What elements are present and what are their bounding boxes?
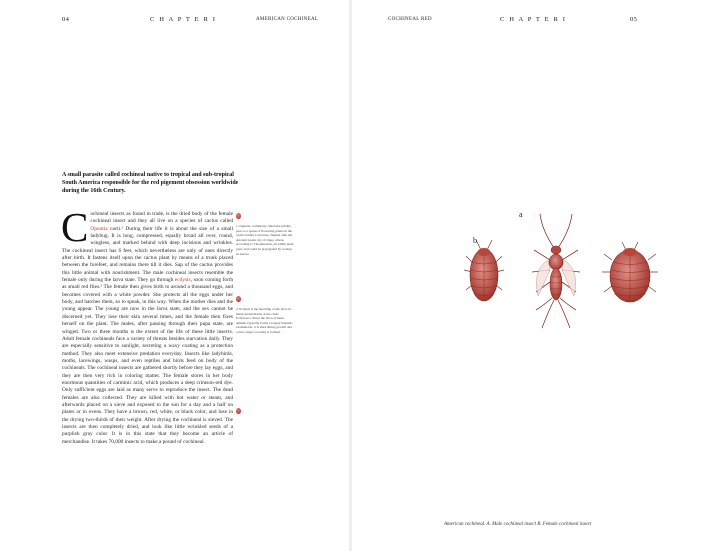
body-part-1: ochineal insects as found in trade, is the dried body of the female cochineal insect and they all live on a species of cactus called bbox=[90, 211, 233, 225]
female-insect-right bbox=[602, 242, 658, 302]
male-insect-center bbox=[532, 214, 580, 328]
insects-drawing bbox=[462, 200, 692, 330]
sidenote-marker-3 bbox=[236, 408, 241, 414]
left-folio: 04 bbox=[62, 16, 70, 23]
left-running-title: AMERICAN COCHINEAL bbox=[256, 17, 319, 22]
figure-caption: American cochineal. A. Male cochineal insect B. Female cochineal insect bbox=[444, 522, 592, 527]
lead-paragraph: A small parasite called cochineal native to tropical and sub-tropical South America responsible for the red pigement obsession worldwide during the 16th Century. bbox=[62, 172, 239, 194]
body-text bbox=[61, 204, 233, 446]
sidenote-1: 1. Opuntia, commonly called the prickly pear, is a genus of flowering plants in the cactus family Cactaceae. Named after the Ancient Greek city of Opus, where, according to Theophrastus, an edible plant grew and could be propagated by rooting its leaves. bbox=[236, 224, 294, 256]
opuntia-highlight: Opuntia bbox=[90, 225, 108, 232]
female-insect-left bbox=[464, 240, 504, 301]
figure-label-a: a bbox=[519, 210, 523, 219]
right-chapter-heading: C H A P T E R I bbox=[500, 16, 567, 23]
sidenote-marker-2 bbox=[236, 296, 241, 302]
figure-label-b: b bbox=[473, 236, 477, 245]
left-page bbox=[0, 0, 349, 551]
ecdysis-highlight: ecdysis bbox=[174, 277, 191, 284]
cochineal-illustration bbox=[462, 200, 692, 330]
body-part-3: , soon coming forth as small red flies.² The female then gives birth to around a thousand eggs, and becomes covered with a white powder. She protects all the eggs under her body, and hatches them, so to speak, in this way. When the mother dies and the young appear. The young are now in the larva state, and the sex cannot be discerned yet. They lose their skin several times, and the female then fixes herself on the plant. The males, after passing through their pupa state, are winged. Two or three months is the extent of the life of these little insects. Adult female cochineals face a variety of threats besides starvation daily. They are especially sensitive to sunlight, secreting a waxy coating as a protection method. They also meet extensive predation everyday. Insects like ladybirds, moths, lacewings, wasps, and even reptiles and birds feed on body of the cochineals. The cochineal insects are gathered shortly before they lay eggs, and they are then very rich in coloring matter. The female stores in her body enormous quantities of carminic acid, which produces a deep crimson-red dye. Only sufficient eggs are laid as many serve to reproduce the insect. The dead females are also collected. They are killed with hot water or steam, and afterwards placed on a sieve and exposed to the sun for a day and a half on plates or in ovens. They have a brown, red, white, or black color, and lose in the drying two-thirds of their weight. After drying the cochineal is sieved. The insects are then completely dried, and look like little wrinkled seeds of a purplish gray color. It is in this state that they become an article of merchandise. It takes 70,000 insects to make a pound of cochineal. bbox=[62, 277, 233, 445]
right-running-title: COCHINEAL RED bbox=[388, 17, 432, 22]
body-part-2: cacti.¹ During their life it is about the size of a small ladybug. It is long, compressed, equally broad all over, round, wingless, and marked behind with deep incisions and wrinkles. The cochineal insect has 6 feet, which nevertheless are only of ones directly after birth. It fastens itself upon the cactus plant by means of a trunk placed between the forefeet, and remains there till it dies. Sap of the cactus provides this little animal with nourishment. The male cochineal insects resemble the female only during the larva state. They go through bbox=[62, 225, 233, 284]
sidenote-2: 2. Ecdysis is the moulting of the larva in many invertebrates of the clade Ecdysozoa. Since the larva of these animals typically forms a largely inelastic exoskeleton, it is shed during growth and a new, larger covering is formed. bbox=[236, 307, 293, 334]
right-page bbox=[352, 0, 701, 551]
right-folio: 05 bbox=[630, 16, 638, 23]
drop-cap: C bbox=[61, 204, 89, 250]
left-chapter-heading: C H A P T E R I bbox=[150, 16, 217, 23]
sidenote-marker-1 bbox=[236, 213, 241, 219]
